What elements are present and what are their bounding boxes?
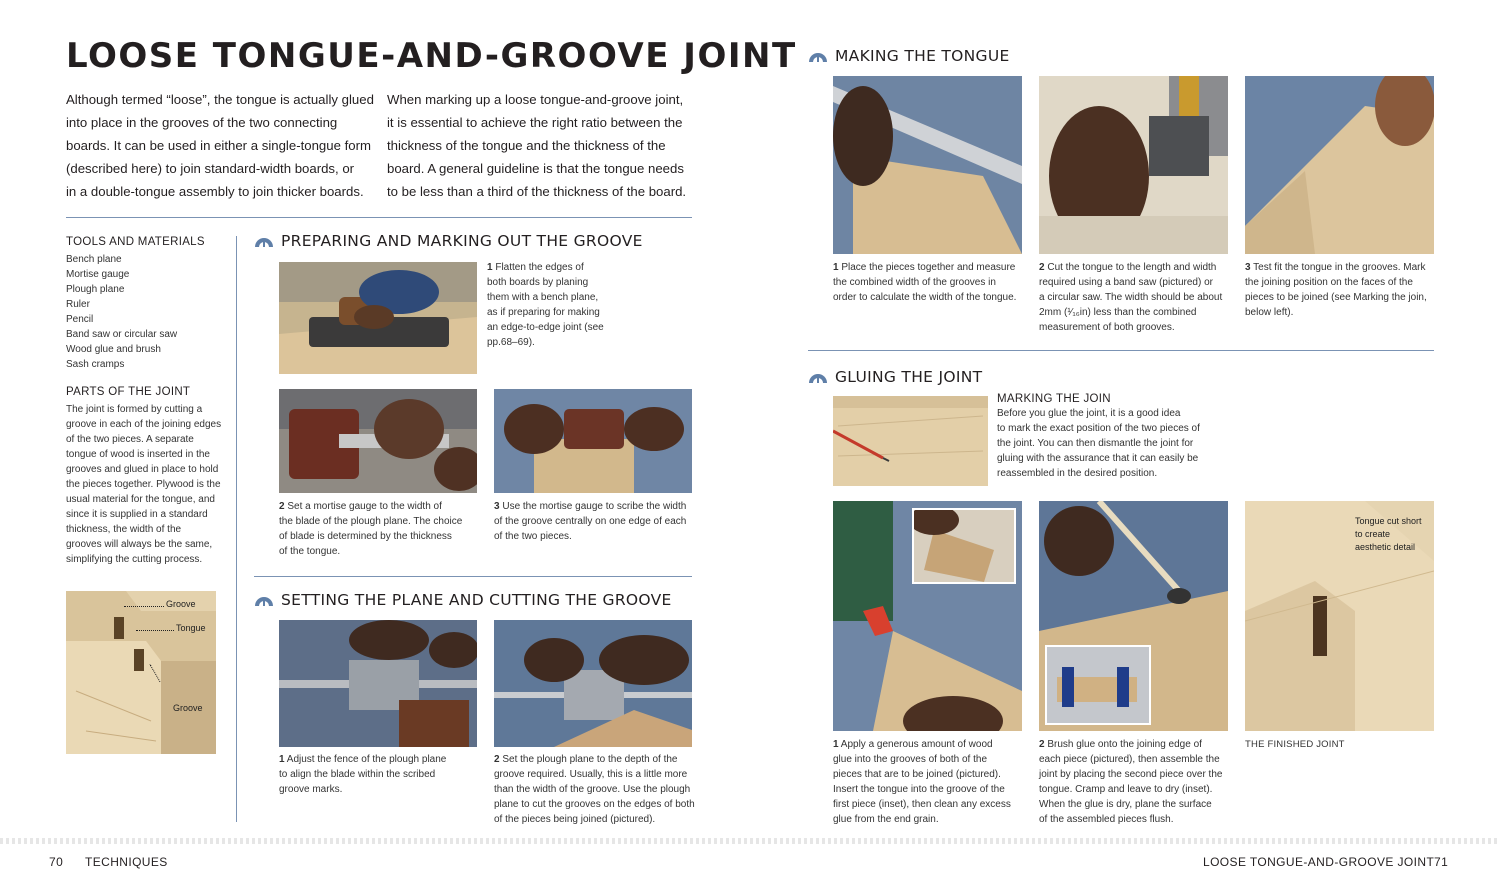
label-groove: Groove bbox=[173, 703, 203, 713]
text-line: since it is supplied in a standard bbox=[66, 509, 208, 520]
caption-line: pieces that are to be joined (pictured). bbox=[833, 769, 1001, 780]
caption-setting-1 bbox=[279, 752, 484, 797]
intro-line: (described here) to join standard-width boards, or bbox=[66, 161, 355, 176]
text-line: grooves will always be the same, bbox=[66, 539, 213, 550]
step-number: 2 bbox=[494, 754, 500, 765]
footer-chapter-label: LOOSE TONGUE-AND-GROOVE JOINT bbox=[1203, 855, 1435, 869]
caption-line: of the assembled pieces flush. bbox=[1039, 814, 1174, 825]
caption-line: Adjust the fence of the plough plane bbox=[286, 754, 447, 765]
caption-line: first piece (inset), then clean any excess bbox=[833, 799, 1011, 810]
caption-line: Apply a generous amount of wood bbox=[840, 739, 993, 750]
list-item: Band saw or circular saw bbox=[66, 329, 178, 340]
caption-line: of the pieces being joined (pictured). bbox=[494, 814, 656, 825]
section-semicircle-icon bbox=[808, 372, 828, 383]
list-item: Pencil bbox=[66, 314, 94, 325]
intro-line: board. A general guideline is that the tongue needs bbox=[387, 161, 684, 176]
step-number: 2 bbox=[1039, 739, 1045, 750]
caption-line: Before you glue the joint, it is a good idea bbox=[997, 408, 1181, 419]
section-title: SETTING THE PLANE AND CUTTING THE GROOVE bbox=[281, 591, 672, 609]
caption-line: groove marks. bbox=[279, 784, 343, 795]
caption-line: When the glue is dry, plane the surface bbox=[1039, 799, 1212, 810]
step-number: 3 bbox=[494, 501, 500, 512]
inset-photo-insert-tongue bbox=[912, 508, 1016, 584]
caption-line: as if preparing for making bbox=[487, 307, 600, 318]
caption-line: plane to cut the grooves on the edges of both bbox=[494, 799, 695, 810]
label-groove: Groove bbox=[166, 599, 196, 609]
list-item: Plough plane bbox=[66, 284, 125, 295]
caption-line: of the tongue. bbox=[279, 546, 341, 557]
tools-list bbox=[66, 252, 226, 372]
list-item: Bench plane bbox=[66, 254, 122, 265]
divider bbox=[808, 350, 1434, 351]
text-line: The joint is formed by cutting a bbox=[66, 404, 203, 415]
caption-prep-3 bbox=[494, 499, 699, 544]
caption-line: each piece (pictured), then assemble the bbox=[1039, 754, 1220, 765]
intro-line: Although termed “loose”, the tongue is actually glued bbox=[66, 92, 374, 107]
intro-line: into place in the grooves of the two connecting bbox=[66, 115, 338, 130]
section-heading-gluing bbox=[808, 368, 982, 386]
photo-measure-grooves bbox=[833, 76, 1022, 254]
caption-line: of the groove centrally on one edge of each bbox=[494, 516, 687, 527]
caption-line: measurement of both grooves. bbox=[1039, 322, 1175, 333]
caption-line: pp.68–69). bbox=[487, 337, 535, 348]
section-title: GLUING THE JOINT bbox=[835, 368, 983, 386]
intro-line: When marking up a loose tongue-and-groove joint, bbox=[387, 92, 684, 107]
page-title: LOOSE TONGUE-AND-GROOVE JOINT bbox=[66, 36, 797, 76]
page-number-left: 70 bbox=[49, 855, 64, 869]
text-line: tongue of wood is inserted in the bbox=[66, 449, 210, 460]
label-tongue: Tongue bbox=[176, 623, 206, 633]
divider bbox=[254, 576, 692, 577]
parts-text bbox=[66, 402, 231, 567]
caption-line: groove required. Usually, this is a little more bbox=[494, 769, 688, 780]
step-number: 1 bbox=[279, 754, 285, 765]
photo-test-fit bbox=[1245, 76, 1434, 254]
intro-line: boards. It can be used in either a single-tongue form bbox=[66, 138, 371, 153]
tools-heading: TOOLS AND MATERIALS bbox=[66, 236, 205, 248]
caption-setting-2 bbox=[494, 752, 699, 827]
annotation-tongue-cut: Tongue cut short to create aesthetic detail bbox=[1355, 516, 1422, 552]
text-line: usual material for the tongue, and bbox=[66, 494, 215, 505]
intro-left bbox=[66, 88, 376, 203]
intro-line: to be less than a third of the thickness of the board. bbox=[387, 184, 687, 199]
section-title: MAKING THE TONGUE bbox=[835, 47, 1010, 65]
caption-line: the joint. You can then dismantle the joint for bbox=[997, 438, 1194, 449]
intro-line: thickness of the tongue and the thickness of the bbox=[387, 138, 666, 153]
step-number: 3 bbox=[1245, 262, 1251, 273]
caption-tongue-2 bbox=[1039, 260, 1239, 335]
caption-line: than the width of the groove. Use the plough bbox=[494, 784, 691, 795]
photo-marking-join bbox=[833, 396, 988, 486]
text-line: thickness, the width of the bbox=[66, 524, 182, 535]
caption-line: Place the pieces together and measure bbox=[841, 262, 1016, 273]
photo-cutting-groove bbox=[494, 620, 692, 747]
caption-gluing-2 bbox=[1039, 737, 1239, 827]
footer-rule bbox=[0, 838, 1500, 844]
caption-line: Brush glue onto the joining edge of bbox=[1047, 739, 1202, 750]
caption-line: below left). bbox=[1245, 307, 1294, 318]
intro-right bbox=[387, 88, 697, 203]
marking-join-block bbox=[997, 393, 1207, 481]
caption-line: Test fit the tongue in the grooves. Mark bbox=[1253, 262, 1426, 273]
list-item: Mortise gauge bbox=[66, 269, 130, 280]
caption-line: tongue. Cramp and leave to dry (inset). bbox=[1039, 784, 1213, 795]
leader-line bbox=[124, 606, 164, 607]
section-heading-prep bbox=[254, 232, 643, 250]
caption-line: to align the blade within the scribed bbox=[279, 769, 436, 780]
text-line: simplifying the cutting process. bbox=[66, 554, 203, 565]
caption-line: 2mm (¹⁄₁₆in) less than the combined bbox=[1039, 307, 1197, 318]
caption-line: the blade of the plough plane. The choice bbox=[279, 516, 463, 527]
text-line: of the two pieces. A separate bbox=[66, 434, 194, 445]
marking-join-heading: MARKING THE JOIN bbox=[997, 393, 1111, 405]
caption-line: glue into the grooves of both of the bbox=[833, 754, 987, 765]
caption-line: Insert the tongue into the groove of the bbox=[833, 784, 1005, 795]
step-number: 1 bbox=[833, 739, 839, 750]
text-line: groove in each of the joining edges bbox=[66, 419, 222, 430]
caption-line: Cut the tongue to the length and width bbox=[1047, 262, 1217, 273]
list-item: Sash cramps bbox=[66, 359, 125, 370]
caption-line: glue from the end grain. bbox=[833, 814, 939, 825]
caption-line: a circular saw. The width should be about bbox=[1039, 292, 1223, 303]
caption-line: both boards by planing bbox=[487, 277, 589, 288]
joint-diagram-photo bbox=[66, 591, 216, 754]
caption-line: pieces to be joined (see Marking the join, bbox=[1245, 292, 1427, 303]
list-item: Ruler bbox=[66, 299, 90, 310]
caption-line: gluing with the assurance that it can easily be bbox=[997, 453, 1199, 464]
text-line: grooves and glued in place to hold bbox=[66, 464, 219, 475]
step-number: 2 bbox=[279, 501, 285, 512]
section-heading-setting bbox=[254, 591, 672, 609]
text-line: the pieces together. Plywood is the bbox=[66, 479, 221, 490]
leader-line bbox=[136, 630, 174, 631]
photo-plough-plane-fence bbox=[279, 620, 477, 747]
step-number: 2 bbox=[1039, 262, 1045, 273]
caption-tongue-3 bbox=[1245, 260, 1445, 320]
step-number: 1 bbox=[487, 262, 493, 273]
photo-scribe-groove bbox=[494, 389, 692, 493]
section-semicircle-icon bbox=[254, 236, 274, 247]
step-number: 1 bbox=[833, 262, 839, 273]
caption-line: joint by placing the second piece over the bbox=[1039, 769, 1223, 780]
intro-line: it is essential to achieve the right ratio between the bbox=[387, 115, 683, 130]
column-divider bbox=[236, 236, 237, 822]
caption-line: an edge-to-edge joint (see bbox=[487, 322, 604, 333]
caption-line: Set a mortise gauge to the width of bbox=[287, 501, 442, 512]
photo-mortise-gauge-set bbox=[279, 389, 477, 493]
parts-heading: PARTS OF THE JOINT bbox=[66, 386, 191, 398]
inset-photo-cramps bbox=[1045, 645, 1151, 725]
intro-line: in a double-tongue assembly to join thicker boards. bbox=[66, 184, 364, 199]
caption-line: order to calculate the width of the tongue. bbox=[833, 292, 1017, 303]
caption-line: the combined width of the grooves in bbox=[833, 277, 996, 288]
caption-prep-1 bbox=[487, 260, 687, 350]
finished-joint-label: THE FINISHED JOINT bbox=[1245, 739, 1345, 750]
photo-bench-plane bbox=[279, 262, 477, 374]
footer-section-label: TECHNIQUES bbox=[85, 855, 168, 869]
caption-line: Flatten the edges of bbox=[495, 262, 584, 273]
section-semicircle-icon bbox=[808, 51, 828, 62]
caption-line: Use the mortise gauge to scribe the width bbox=[502, 501, 687, 512]
divider bbox=[66, 217, 692, 218]
section-title: PREPARING AND MARKING OUT THE GROOVE bbox=[281, 232, 643, 250]
caption-line: Set the plough plane to the depth of the bbox=[502, 754, 678, 765]
photo-band-saw bbox=[1039, 76, 1228, 254]
caption-line: required using a band saw (pictured) or bbox=[1039, 277, 1213, 288]
caption-line: of blade is determined by the thickness bbox=[279, 531, 452, 542]
caption-prep-2 bbox=[279, 499, 484, 559]
caption-line: the joining position on the faces of the bbox=[1245, 277, 1413, 288]
caption-line: to mark the exact position of the two pieces of bbox=[997, 423, 1200, 434]
caption-line: of the two pieces. bbox=[494, 531, 572, 542]
section-semicircle-icon bbox=[254, 595, 274, 606]
list-item: Wood glue and brush bbox=[66, 344, 161, 355]
caption-tongue-1 bbox=[833, 260, 1033, 305]
section-heading-tongue bbox=[808, 47, 1010, 65]
caption-line: reassembled in the desired position. bbox=[997, 468, 1158, 479]
page-number-right: 71 bbox=[1434, 855, 1449, 869]
caption-gluing-1 bbox=[833, 737, 1033, 827]
caption-line: them with a bench plane, bbox=[487, 292, 599, 303]
